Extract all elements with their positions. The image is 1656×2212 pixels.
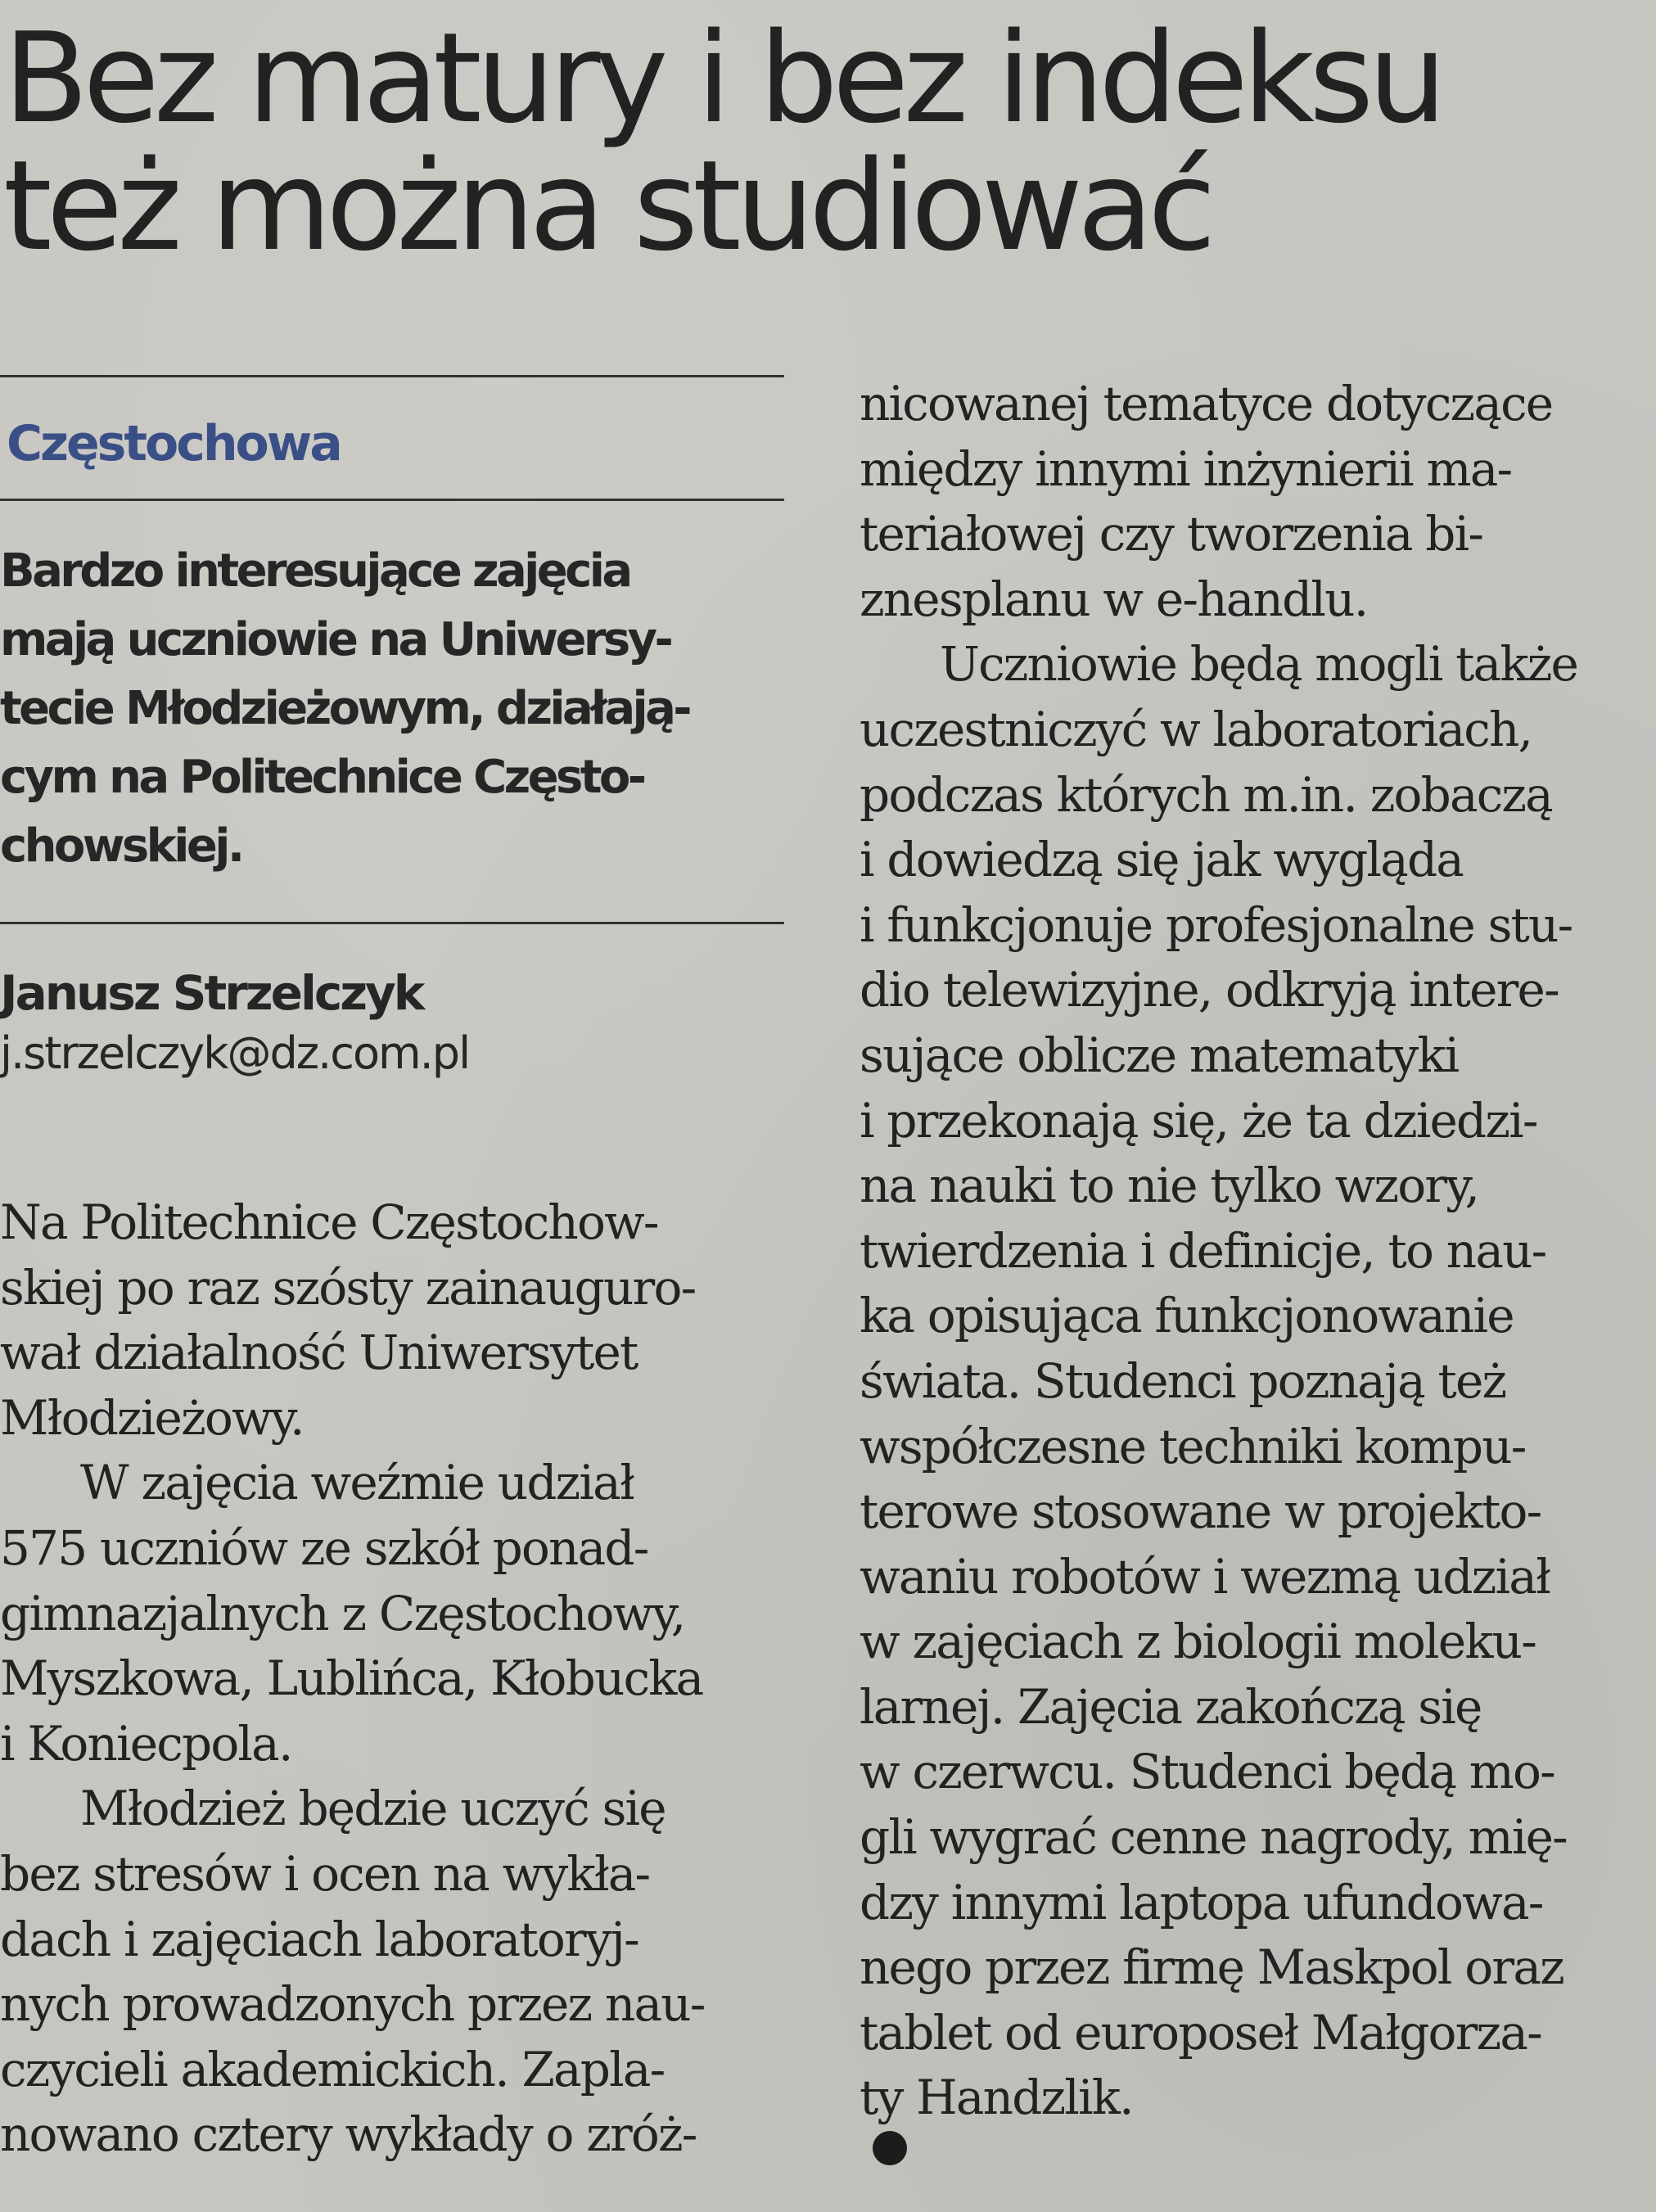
body-line-text: wał działalność Uniwersytet [0, 1325, 638, 1381]
body-line-text: współczesne techniki kompu- [860, 1418, 1526, 1474]
lead-line: Bardzo interesujące zajęcia [0, 544, 630, 598]
divider [0, 375, 784, 377]
body-line-text: gli wygrać cenne nagrody, mię- [860, 1809, 1567, 1866]
body-line-text: Młodzież będzie uczyć się [80, 1781, 666, 1837]
body-line-text: Myszkowa, Lublińca, Kłobucka [0, 1650, 703, 1707]
body-line-text: nego przez firmę Maskpol oraz [860, 1939, 1563, 1996]
body-line [860, 1284, 1652, 1349]
body-line [860, 1871, 1652, 1936]
body-line [860, 1153, 1652, 1219]
body-line-text: dio telewizyjne, odkryją intere- [860, 962, 1559, 1018]
body-line-text: Uczniowie będą mogli także [940, 636, 1577, 693]
author-email: j.strzelczyk@dz.com.pl [0, 1027, 470, 1079]
body-line [860, 697, 1652, 763]
body-line [860, 632, 1652, 697]
lead-line: chowskiej. [0, 819, 242, 873]
lead-paragraph [0, 537, 784, 881]
section-label: Częstochowa [7, 415, 341, 472]
body-line-text: W zajęcia weźmie udział [80, 1455, 634, 1511]
body-line [860, 2065, 1652, 2165]
body-line-text: terowe stosowane w projekto- [860, 1483, 1541, 1540]
body-line [860, 1740, 1652, 1805]
body-line-text: na nauki to nie tylko wzory, [860, 1158, 1479, 1214]
body-line [860, 1089, 1652, 1154]
body-line-text: sujące oblicze matematyki [860, 1027, 1459, 1083]
article-meta-column [0, 375, 784, 1083]
body-column-left [0, 1190, 784, 2168]
body-line-text: nych prowadzonych przez nau- [0, 1976, 705, 2033]
body-line [860, 893, 1652, 959]
lead-line: tecie Młodzieżowym, działają- [0, 682, 689, 735]
body-line [0, 1451, 784, 1516]
body-line [0, 1256, 784, 1321]
body-line-text: gimnazjalnych z Częstochowy, [0, 1585, 685, 1641]
body-line-text: dzy innymi laptopa ufundowa- [860, 1874, 1543, 1930]
divider [0, 922, 784, 924]
lead-line: cym na Politechnice Często- [0, 751, 644, 804]
divider [0, 499, 784, 501]
body-line [0, 1386, 784, 1451]
body-line [0, 1776, 784, 1842]
body-line-text: teriałowej czy tworzenia bi- [860, 506, 1483, 562]
body-line-text: larnej. Zajęcia zakończą się [860, 1678, 1482, 1735]
body-line [0, 1842, 784, 1907]
body-line [860, 1545, 1652, 1610]
headline [3, 6, 1640, 278]
body-line [860, 567, 1652, 633]
body-line [0, 1190, 784, 1256]
body-line [0, 2102, 784, 2168]
body-line-text: i funkcjonuje profesjonalne stu- [860, 896, 1573, 953]
body-line-text: i przekonają się, że ta dziedzi- [860, 1092, 1537, 1149]
body-line [0, 1712, 784, 1777]
body-line-text: skiej po raz szósty zainauguro- [0, 1259, 696, 1316]
body-line-text: między innymi inżynierii ma- [860, 440, 1512, 497]
body-line-text: bez stresów i ocen na wykła- [0, 1845, 650, 1902]
body-line-text: w czerwcu. Studenci będą mo- [860, 1744, 1554, 1800]
body-line [860, 502, 1652, 567]
body-line [860, 1219, 1652, 1284]
body-line-text: uczestniczyć w laboratoriach, [860, 701, 1532, 757]
body-line-text: nowano cztery wykłady o zróż- [0, 2106, 697, 2163]
body-line [860, 1479, 1652, 1545]
body-line [0, 1907, 784, 1973]
body-line [860, 1415, 1652, 1480]
body-line [0, 1516, 784, 1582]
body-line [860, 958, 1652, 1023]
body-line-text: i Koniecpola. [0, 1715, 292, 1772]
body-line [0, 1582, 784, 1647]
body-line-text: waniu robotów i wezmą udział [860, 1548, 1550, 1605]
body-line-text: ka opisująca funkcjonowanie [860, 1288, 1514, 1344]
author-name: Janusz Strzelczyk [0, 965, 423, 1021]
body-line [860, 1675, 1652, 1740]
body-line [860, 2001, 1652, 2066]
body-line [860, 437, 1652, 503]
body-column-right [860, 372, 1652, 2165]
body-line-text: nicowanej tematyce dotyczące [860, 376, 1553, 431]
body-line [0, 2038, 784, 2103]
body-line [0, 1320, 784, 1386]
body-line-text: dach i zajęciach laboratoryj- [0, 1911, 638, 1967]
body-line [860, 1023, 1652, 1089]
body-line-text: świata. Studenci poznają też [860, 1352, 1506, 1409]
body-line-text: i dowiedzą się jak wygląda [860, 832, 1464, 888]
body-line [860, 372, 1652, 437]
body-line-text: tablet od europoseł Małgorza- [860, 2004, 1541, 2061]
body-line [0, 1972, 784, 2038]
headline-line: Bez matury i bez indeksu [3, 6, 1442, 151]
body-line-text: czycieli akademickich. Zapla- [0, 2041, 665, 2097]
body-line-text: twierdzenia i definicje, to nau- [860, 1222, 1546, 1279]
body-line-text: podczas których m.in. zobaczą [860, 766, 1552, 823]
body-line [860, 763, 1652, 828]
body-line [860, 1349, 1652, 1415]
body-line-text: Na Politechnice Częstochow- [0, 1194, 658, 1250]
body-line [860, 1935, 1652, 2001]
body-line-text: ty Handzlik. [860, 2070, 1133, 2126]
body-line [0, 1646, 784, 1712]
end-of-article-mark [873, 2131, 907, 2165]
headline-line: też można studiować [3, 133, 1211, 278]
body-line-text: 575 uczniów ze szkół ponad- [0, 1519, 648, 1576]
body-line-text: w zajęciach z biologii moleku- [860, 1614, 1536, 1670]
body-line-text: znesplanu w e-handlu. [860, 571, 1368, 627]
body-line [860, 828, 1652, 893]
body-line-text: Młodzieżowy. [0, 1389, 304, 1446]
lead-line: mają uczniowie na Uniwersy- [0, 613, 671, 666]
body-line [860, 1805, 1652, 1871]
body-line [860, 1609, 1652, 1675]
